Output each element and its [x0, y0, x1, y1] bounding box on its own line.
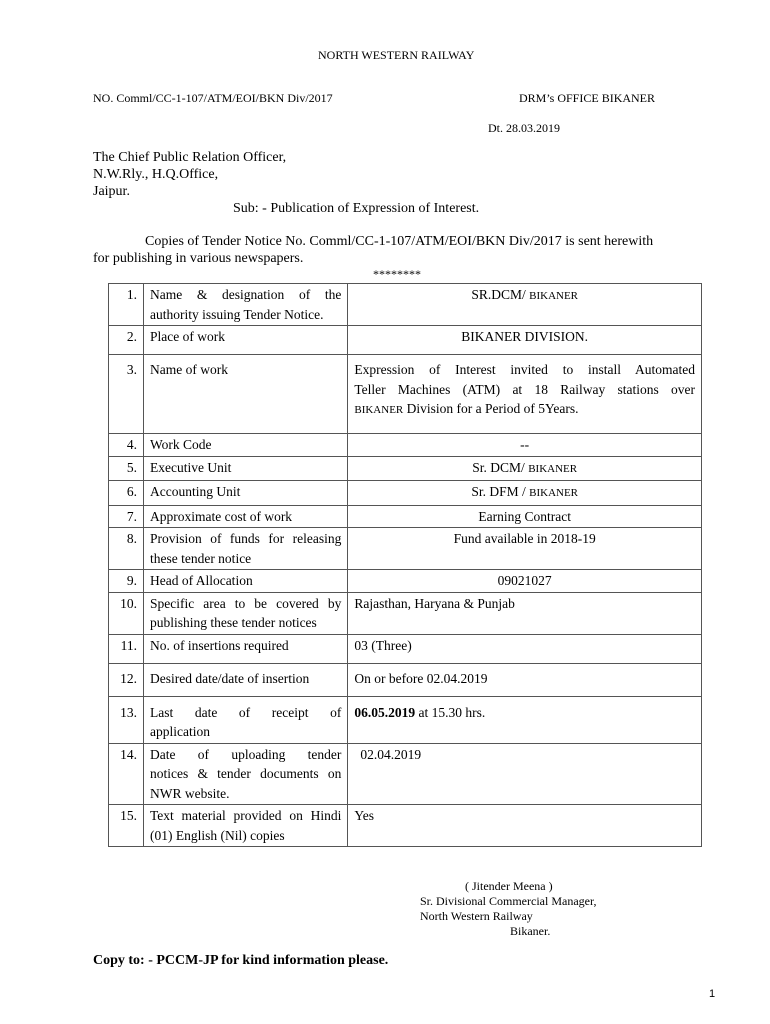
signatory-name: ( Jitender Meena ) — [465, 879, 553, 893]
row-number: 12. — [109, 663, 144, 696]
row-value: Expression of Interest invited to install Automated Teller Machines (ATM) at 18 Railway stations over BIKANER Division for a Period of 5Years. — [348, 355, 702, 434]
org-heading: NORTH WESTERN RAILWAY — [318, 48, 475, 62]
row-number: 13. — [109, 696, 144, 743]
table-row — [109, 481, 702, 506]
row-label: Place of work — [143, 326, 347, 355]
office-name: DRM’s OFFICE BIKANER — [519, 91, 656, 105]
row-number: 10. — [109, 592, 144, 634]
row-label: Name of work — [143, 355, 347, 434]
addressee-line-3: Jaipur. — [93, 184, 130, 199]
letter-date: Dt. 28.03.2019 — [488, 121, 560, 135]
row-number: 6. — [109, 481, 144, 506]
row-value: Earning Contract — [348, 505, 702, 528]
row-label: No. of insertions required — [143, 634, 347, 663]
table-row — [109, 592, 702, 634]
row-value: 06.05.2019 at 15.30 hrs. — [348, 696, 702, 743]
table-row — [109, 456, 702, 481]
row-number: 4. — [109, 434, 144, 457]
copy-to-line: Copy to: - PCCM-JP for kind information please. — [93, 953, 389, 968]
row-label: Accounting Unit — [143, 481, 347, 506]
row-label: Name & designation of the authority issuing Tender Notice. — [143, 284, 347, 326]
row-label: Provision of funds for releasing these tender notice — [143, 528, 347, 570]
row-value: 03 (Three) — [348, 634, 702, 663]
subject-line: Sub: - Publication of Expression of Interest. — [233, 201, 480, 216]
row-value: SR.DCM/ BIKANER — [348, 284, 702, 326]
row-value: -- — [348, 434, 702, 457]
table-row — [109, 696, 702, 743]
table-row — [109, 570, 702, 593]
signatory-place: Bikaner. — [510, 924, 551, 938]
row-number: 5. — [109, 456, 144, 481]
row-label: Last date of receipt of application — [143, 696, 347, 743]
table-row — [109, 355, 702, 434]
row-value: Sr. DCM/ BIKANER — [348, 456, 702, 481]
table-row — [109, 663, 702, 696]
row-label: Approximate cost of work — [143, 505, 347, 528]
row-number: 1. — [109, 284, 144, 326]
row-label: Text material provided on Hindi (01) English (Nil) copies — [143, 805, 347, 847]
table-row — [109, 805, 702, 847]
row-number: 2. — [109, 326, 144, 355]
reference-number: NO. Comml/CC-1-107/ATM/EOI/BKN Div/2017 — [93, 91, 333, 105]
row-number: 9. — [109, 570, 144, 593]
row-number: 14. — [109, 743, 144, 805]
row-number: 8. — [109, 528, 144, 570]
row-label: Date of uploading tender notices & tender documents on NWR website. — [143, 743, 347, 805]
row-value: On or before 02.04.2019 — [348, 663, 702, 696]
row-value: BIKANER DIVISION. — [348, 326, 702, 355]
addressee-line-2: N.W.Rly., H.Q.Office, — [93, 167, 219, 182]
separator-stars: ******** — [373, 267, 421, 281]
row-label: Head of Allocation — [143, 570, 347, 593]
signatory-designation: Sr. Divisional Commercial Manager, — [420, 894, 597, 908]
row-value: Sr. DFM / BIKANER — [348, 481, 702, 506]
row-value: Fund available in 2018-19 — [348, 528, 702, 570]
row-label: Specific area to be covered by publishing these tender notices — [143, 592, 347, 634]
row-number: 7. — [109, 505, 144, 528]
row-number: 15. — [109, 805, 144, 847]
row-value: Rajasthan, Haryana & Punjab — [348, 592, 702, 634]
row-value: 02.04.2019 — [348, 743, 702, 805]
row-value: 09021027 — [348, 570, 702, 593]
signatory-organisation: North Western Railway — [420, 909, 533, 923]
intro-line-1: Copies of Tender Notice No. Comml/CC-1-107/ATM/EOI/BKN Div/2017 is sent herewith — [145, 234, 654, 249]
row-number: 11. — [109, 634, 144, 663]
table-row — [109, 434, 702, 457]
table-row — [109, 284, 702, 326]
addressee-line-1: The Chief Public Relation Officer, — [93, 150, 287, 165]
table-row — [109, 634, 702, 663]
table-row — [109, 528, 702, 570]
row-label: Desired date/date of insertion — [143, 663, 347, 696]
table-row — [109, 743, 702, 805]
row-label: Work Code — [143, 434, 347, 457]
row-label: Executive Unit — [143, 456, 347, 481]
intro-line-2: for publishing in various newspapers. — [93, 251, 304, 266]
tender-details-table — [108, 283, 702, 847]
table-row — [109, 505, 702, 528]
row-value: Yes — [348, 805, 702, 847]
page-number: 1 — [709, 988, 716, 1000]
row-number: 3. — [109, 355, 144, 434]
table-row — [109, 326, 702, 355]
